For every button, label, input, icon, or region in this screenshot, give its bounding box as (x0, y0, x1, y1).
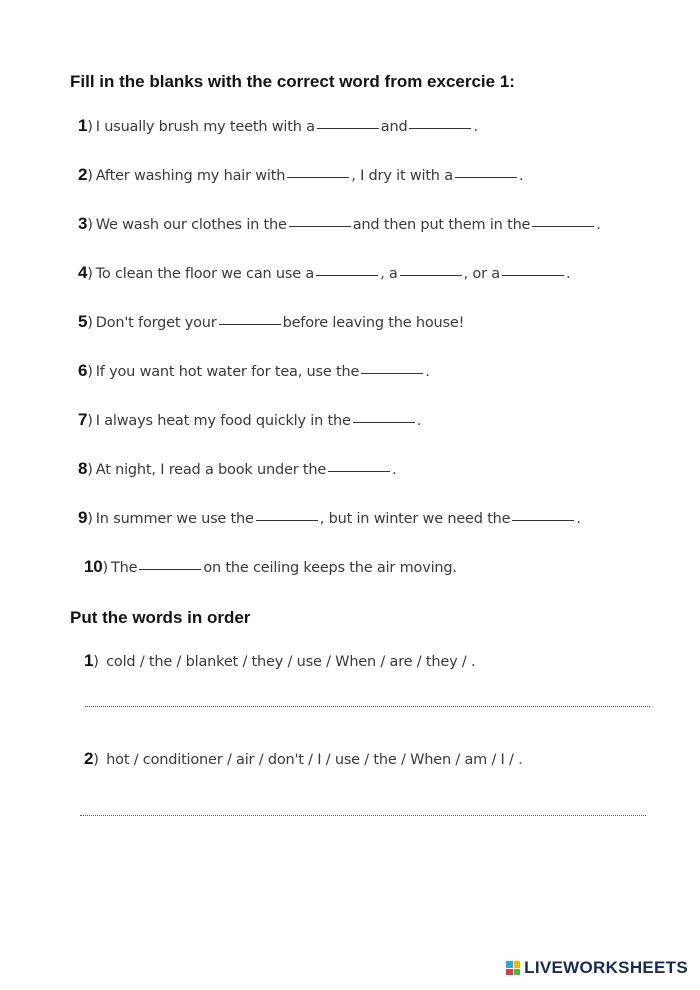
order-item-2: 2) hot / conditioner / air / don't / I / use / the / When / am / I / . (84, 749, 523, 768)
answer-line-2[interactable] (80, 815, 646, 816)
blank-input[interactable] (361, 372, 423, 374)
sentence-text: , a (380, 266, 398, 282)
item-number: 8 (78, 459, 88, 478)
sentence-text: . (576, 511, 581, 527)
blank-input[interactable] (409, 127, 471, 129)
sentence-text: . (392, 462, 397, 478)
sentence-text: The (110, 560, 138, 576)
fill-item-10: 10) The on the ceiling keeps the air moving. (84, 557, 457, 576)
fill-item-5: 5) Don't forget your before leaving the house! (78, 312, 465, 331)
logo-text: LIVEWORKSHEETS (524, 958, 688, 977)
liveworksheets-logo (506, 958, 688, 978)
item-number: 2 (78, 165, 88, 184)
item-number: 9 (78, 508, 88, 527)
sentence-text: , or a (463, 266, 500, 282)
item-number: 1 (84, 651, 94, 670)
fill-item-2: 2) After washing my hair with , I dry it with a . (78, 165, 524, 184)
blank-input[interactable] (328, 470, 390, 472)
sentence-text: , I dry it with a (351, 168, 453, 184)
blank-input[interactable] (512, 519, 574, 521)
word-list: cold / the / blanket / they / use / When / are / they / . (106, 654, 476, 670)
item-number: 6 (78, 361, 88, 380)
order-item-1: 1) cold / the / blanket / they / use / When / are / they / . (84, 651, 476, 670)
item-number: 2 (84, 749, 94, 768)
item-number: 4 (78, 263, 88, 282)
sentence-text: , but in winter we need the (319, 511, 511, 527)
blank-input[interactable] (289, 225, 351, 227)
sentence-text: We wash our clothes in the (95, 217, 287, 233)
sentence-text: on the ceiling keeps the air moving. (203, 560, 457, 576)
fill-item-4: 4) To clean the floor we can use a , a , or a . (78, 263, 571, 282)
fill-item-3: 3) We wash our clothes in the and then put them in the . (78, 214, 601, 233)
sentence-text: After washing my hair with (95, 168, 286, 184)
blank-input[interactable] (400, 274, 462, 276)
blank-input[interactable] (316, 274, 378, 276)
blank-input[interactable] (455, 176, 517, 178)
item-number: 3 (78, 214, 88, 233)
sentence-text: before leaving the house! (282, 315, 465, 331)
blank-input[interactable] (139, 568, 201, 570)
sentence-text: At night, I read a book under the (95, 462, 327, 478)
blank-input[interactable] (502, 274, 564, 276)
blank-input[interactable] (317, 127, 379, 129)
sentence-text: . (473, 119, 478, 135)
sentence-text: To clean the floor we can use a (95, 266, 315, 282)
blank-input[interactable] (532, 225, 594, 227)
sentence-text: Don't forget your (95, 315, 217, 331)
fill-item-6: 6) If you want hot water for tea, use the . (78, 361, 430, 380)
sentence-text: If you want hot water for tea, use the (95, 364, 360, 380)
item-number: 10 (84, 557, 103, 576)
item-number: 1 (78, 116, 88, 135)
fill-item-1: 1) I usually brush my teeth with a and . (78, 116, 478, 135)
section1-title: Fill in the blanks with the correct word from excercie 1: (70, 72, 515, 91)
sentence-text: . (518, 168, 524, 184)
sentence-text: I usually brush my teeth with a (95, 119, 315, 135)
sentence-text: . (596, 217, 601, 233)
blank-input[interactable] (256, 519, 318, 521)
item-number: 5 (78, 312, 88, 331)
logo-icon (506, 961, 520, 975)
fill-item-8: 8) At night, I read a book under the . (78, 459, 397, 478)
fill-item-7: 7) I always heat my food quickly in the . (78, 410, 422, 429)
sentence-text: . (565, 266, 571, 282)
sentence-text: In summer we use the (95, 511, 254, 527)
sentence-text: . (425, 364, 430, 380)
blank-input[interactable] (219, 323, 281, 325)
fill-item-9: 9) In summer we use the , but in winter we need the . (78, 508, 581, 527)
sentence-text: and (380, 119, 408, 135)
item-number: 7 (78, 410, 88, 429)
sentence-text: and then put them in the (352, 217, 531, 233)
blank-input[interactable] (353, 421, 415, 423)
word-list: hot / conditioner / air / don't / I / use / the / When / am / I / . (106, 752, 523, 768)
sentence-text: . (416, 413, 422, 429)
section2-title: Put the words in order (70, 608, 251, 627)
answer-line-1[interactable] (85, 706, 650, 707)
blank-input[interactable] (287, 176, 349, 178)
sentence-text: I always heat my food quickly in the (95, 413, 351, 429)
